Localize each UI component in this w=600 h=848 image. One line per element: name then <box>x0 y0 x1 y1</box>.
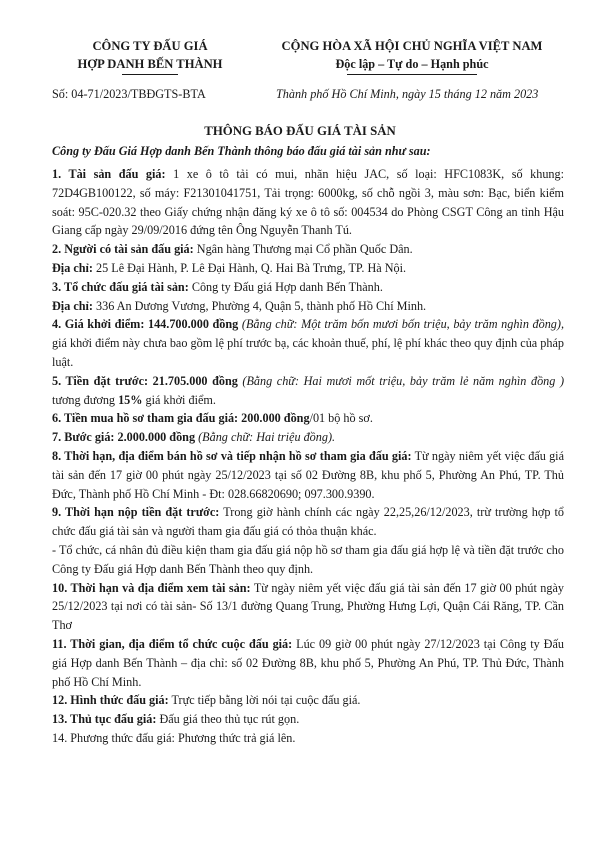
item-2-address <box>52 259 564 278</box>
document-body <box>52 165 564 748</box>
item-7-bid-step <box>52 428 564 447</box>
document-title: THÔNG BÁO ĐẤU GIÁ TÀI SẢN <box>204 124 396 138</box>
item-11-label: 11. Thời gian, địa điểm tổ chức cuộc đấu giá: <box>52 636 293 651</box>
item-14-text: Phương thức trả giá lên. <box>174 730 296 745</box>
item-5-percent: 15% <box>118 392 143 407</box>
item-5-text-b: giá khởi điểm. <box>142 392 216 407</box>
item-3-address-text: 336 An Dương Vương, Phường 4, Quận 5, thành phố Hồ Chí Minh. <box>92 298 427 313</box>
item-9-note: - Tổ chức, cá nhân đủ điều kiện tham gia đấu giá nộp hồ sơ tham gia đấu giá hợp lệ và tiền đặt trước cho Công ty Đấu giá Hợp danh Bến Thành theo quy định. <box>52 542 564 576</box>
item-2-label: 2. Người có tài sản đấu giá: <box>52 242 194 257</box>
item-8-text: Từ ngày niêm yết việc đấu giá tài sản đến 17 giờ 00 phút ngày 25/12/2023 tại số 02 Đường 8B, khu phố 5, Phường An Phú, TP. Thủ Đức, Thành phố Hồ Chí Minh - Đt: 028.66820690; 097.300.9390. <box>52 448 564 501</box>
item-9-deposit-deadline <box>52 503 564 541</box>
item-4-text: giá khởi điểm này chưa bao gồm lệ phí trước bạ, các khoản thuế, phí, lệ phí khác theo quy định của pháp luật. <box>52 336 564 369</box>
motto-underline <box>347 74 477 75</box>
item-14-method <box>52 729 564 748</box>
item-6-text: /01 bộ hồ sơ. <box>309 411 373 426</box>
item-7-in-words: (Bằng chữ: Hai triệu đồng). <box>195 430 336 445</box>
item-10-viewing <box>52 579 564 635</box>
item-4-starting-price <box>52 315 564 371</box>
item-13-label: 13. Thủ tục đấu giá: <box>52 712 157 727</box>
item-10-label: 10. Thời hạn và địa điểm xem tài sản: <box>52 580 251 595</box>
item-5-in-words: (Bằng chữ: Hai mươi mốt triệu, bảy trăm lẻ năm nghìn đồng ) <box>237 373 564 388</box>
intro-statement: Công ty Đấu Giá Hợp danh Bến Thành thông báo đấu giá tài sản như sau: <box>52 144 431 158</box>
item-6-label: 6. Tiền mua hồ sơ tham gia đấu giá: 200.000 đồng <box>52 411 310 426</box>
nation-name: CỘNG HÒA XÃ HỘI CHỦ NGHĨA VIỆT NAM <box>281 39 543 53</box>
organization-block <box>52 37 248 75</box>
item-5-deposit <box>52 372 564 410</box>
item-5-text-a: tương đương <box>52 392 119 407</box>
item-6-file-fee <box>52 409 564 428</box>
item-9-text: Trong giờ hành chính các ngày 22,25,26/12/2023, trừ trường hợp tổ chức đấu giá tài sản và người tham gia đấu giá có thỏa thuận khác. <box>52 505 564 539</box>
item-12-auction-form <box>52 691 564 710</box>
item-2-address-text: 25 Lê Đại Hành, P. Lê Đại Hành, Q. Hai Bà Trưng, TP. Hà Nội. <box>92 260 407 275</box>
item-3-text: Công ty Đấu giá Hợp danh Bến Thành. <box>188 279 383 294</box>
item-4-label: 4. Giá khởi điểm: 144.700.000 đồng <box>52 317 239 332</box>
item-1-label: 1. Tài sản đấu giá: <box>52 167 166 181</box>
item-10-text: Từ ngày niêm yết việc đấu giá tài sản đến 17 giờ 00 phút ngày 25/12/2023 tại nơi có tài sản- Số 13/1 đường Quang Trung, Phường Hưng Lợi, Quận Cái Răng, TP. Cần Thơ <box>52 580 564 633</box>
nation-motto: Độc lập – Tự do – Hạnh phúc <box>335 57 489 71</box>
item-12-text: Trực tiếp bằng lời nói tại cuộc đấu giá. <box>168 693 361 708</box>
item-5-label: 5. Tiền đặt trước: 21.705.000 đồng <box>52 373 238 388</box>
item-3-organizer <box>52 278 564 297</box>
national-motto-block <box>262 37 562 75</box>
item-8-file-sale <box>52 447 564 503</box>
item-2-owner <box>52 240 564 259</box>
organization-name-line1: CÔNG TY ĐẤU GIÁ <box>92 39 208 53</box>
document-number: Số: 04-71/2023/TBĐGTS-BTA <box>52 87 206 101</box>
item-4-in-words: (Bằng chữ: Một trăm bốn mươi bốn triệu, bảy trăm nghìn đồng), <box>238 317 564 332</box>
item-9-label: 9. Thời hạn nộp tiền đặt trước: <box>52 505 220 520</box>
item-1-asset <box>52 165 564 240</box>
item-3-address-label: Địa chỉ: <box>52 298 93 313</box>
item-2-text: Ngân hàng Thương mại Cổ phần Quốc Dân. <box>193 242 413 257</box>
item-3-address <box>52 297 564 316</box>
item-13-procedure <box>52 710 564 729</box>
item-3-label: 3. Tổ chức đấu giá tài sản: <box>52 279 189 294</box>
item-12-label: 12. Hình thức đấu giá: <box>52 693 169 708</box>
organization-underline <box>122 74 178 75</box>
place-and-date: Thành phố Hồ Chí Minh, ngày 15 tháng 12 năm 2023 <box>276 87 539 101</box>
item-7-label: 7. Bước giá: 2.000.000 đồng <box>52 430 196 445</box>
item-14-label: 14. Phương thức đấu giá: <box>52 730 175 745</box>
item-11-auction-time <box>52 635 564 691</box>
item-8-label: 8. Thời hạn, địa điểm bán hồ sơ và tiếp nhận hồ sơ tham gia đấu giá: <box>52 448 412 463</box>
item-11-text: Lúc 09 giờ 00 phút ngày 27/12/2023 tại Công ty Đấu giá Hợp danh Bến Thành – địa chỉ: số 02 Đường 8B, khu phố 5, Phường An Phú, TP. Thủ Đức, Thành phố Hồ Chí Minh. <box>52 636 564 689</box>
item-13-text: Đấu giá theo thủ tục rút gọn. <box>156 712 300 727</box>
organization-name-line2: HỢP DANH BẾN THÀNH <box>77 57 223 71</box>
item-2-address-label: Địa chỉ: <box>52 260 93 275</box>
item-1-text: 1 xe ô tô tải có mui, nhãn hiệu JAC, số loại: HFC1083K, số khung: 72D4GB100122, số máy: F21301041751, Tải trọng: 6000kg, số chỗ ngồi 3, màu sơn: Bạc, biển kiểm soát: 95C-020.32 theo Giấy chứng nhận đăng ký xe ô tô số: 004534 do Phòng CSGT Công an tỉnh Hậu Giang cấp ngày 29/09/2016 đứng tên Ông Nguyễn Thanh Tú. <box>52 167 564 238</box>
